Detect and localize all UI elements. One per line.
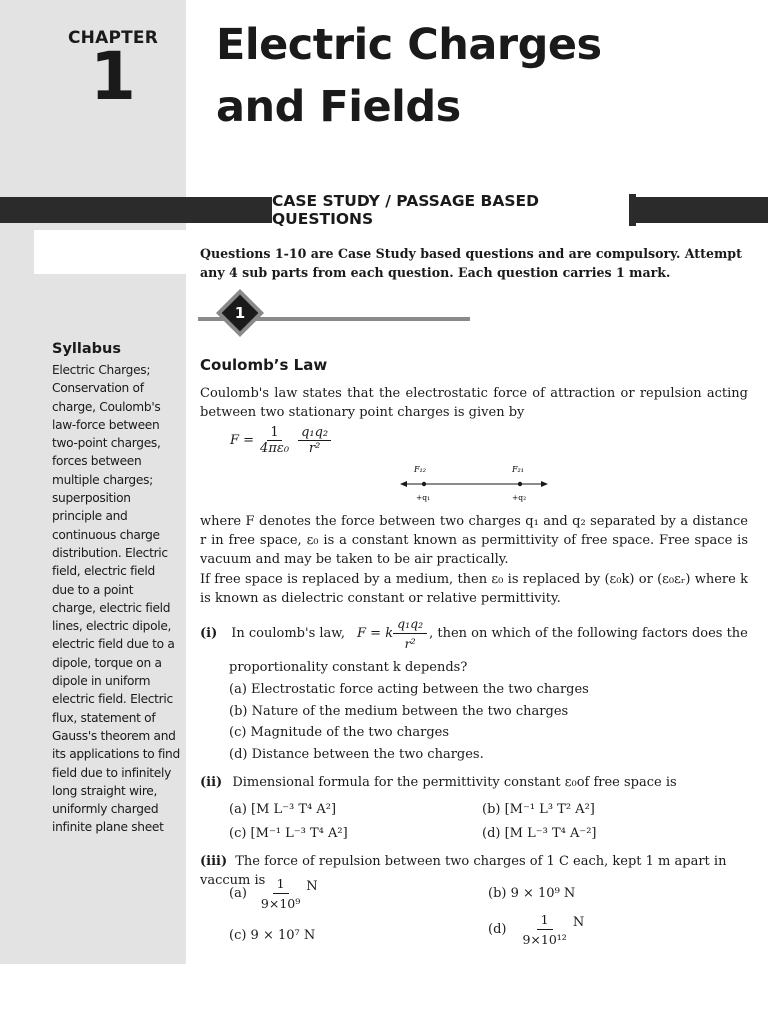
medium-paragraph: If free space is replaced by a medium, then ε₀ is replaced by (ε₀k) or (ε₀εᵣ) where k is known as dielectric constant or relative permittivity. [200, 572, 748, 606]
chapter-title-line2: and Fields [216, 82, 461, 132]
q1-formula-fraction [393, 614, 427, 653]
instructions-text: Questions 1-10 are Case Study based questions and are compulsory. Attempt any 4 sub parts from each question. Each question carries 1 mark. [200, 246, 742, 280]
q3-option-a[interactable] [229, 874, 318, 913]
formula-den2: r² [308, 441, 321, 456]
diagram-label-f12: F₁₂ [414, 465, 426, 474]
q2-option-c[interactable]: (c) [M⁻¹ L⁻³ T⁴ A²] [229, 826, 348, 841]
q1-stem [200, 614, 748, 653]
q3-number: (iii) [200, 854, 228, 869]
q1-option-d[interactable]: (d) Distance between the two charges. [229, 747, 484, 762]
q2-option-d[interactable]: (d) [M L⁻³ T⁴ A⁻²] [482, 826, 597, 841]
charges-force-diagram [398, 458, 550, 506]
q2-option-a[interactable]: (a) [M L⁻³ T⁴ A²] [229, 802, 337, 817]
q1-formula-den: r² [404, 636, 416, 651]
chapter-number: 1 [90, 38, 136, 115]
q1-option-c[interactable]: (c) Magnitude of the two charges [229, 725, 450, 740]
formula-fraction-2 [298, 425, 331, 456]
diagram-charge-q2-dot [518, 482, 522, 486]
q3-option-b[interactable]: (b) 9 × 10⁹ N [488, 886, 576, 901]
q3-option-d-den: 9×10¹² [522, 932, 567, 947]
q1-option-b[interactable]: (b) Nature of the medium between the two charges [229, 704, 569, 719]
diagram-label-f21: F₂₁ [512, 465, 524, 474]
q1-formula-num: q₁q₂ [393, 614, 427, 634]
sidebar-blank-box [34, 230, 186, 274]
q3-option-d-fraction [518, 910, 570, 949]
chapter-title [216, 14, 602, 138]
q3-text: The force of repulsion between two charges of 1 C each, kept 1 m apart in vaccum is [200, 854, 727, 888]
formula-lhs: F = [230, 433, 255, 448]
diagram-left-arrowhead [400, 481, 407, 487]
syllabus-heading: Syllabus [52, 341, 121, 357]
q2-number: (ii) [200, 775, 223, 790]
formula-fraction-1 [257, 425, 292, 456]
coulomb-formula [230, 425, 334, 456]
q1-number: (i) [200, 626, 218, 641]
chapter-title-line1: Electric Charges [216, 20, 602, 70]
q1-text-a: In coulomb's law, [231, 626, 346, 641]
diagram-right-arrowhead [541, 481, 548, 487]
where-paragraph: where F denotes the force between two charges q₁ and q₂ separated by a distance r in free space, ε₀ is a constant known as permittivity of free space. Free space is vacuum and may be taken to be air practically. [200, 514, 748, 567]
diagram-label-q1: +q₁ [416, 493, 431, 502]
q3-option-a-fraction [257, 874, 304, 913]
q1-option-a[interactable]: (a) Electrostatic force acting between the two charges [229, 682, 589, 697]
diagram-charge-q1-dot [422, 482, 426, 486]
formula-den1: 4πε₀ [260, 441, 290, 456]
q3-option-a-num: 1 [273, 874, 289, 894]
chapter-label: CHAPTER [68, 28, 159, 48]
q1-text-b: , then on which of the following factors does the [429, 626, 748, 641]
question-badge-number: 1 [234, 304, 246, 322]
diagram-label-q2: +q₂ [512, 493, 527, 502]
q1-formula-lhs: F = k [357, 626, 394, 641]
section-heading: Coulomb’s Law [200, 356, 328, 374]
formula-num2: q₁q₂ [298, 425, 331, 441]
q3-option-d-num: 1 [537, 910, 553, 930]
q3-option-d-label: (d) [488, 922, 507, 937]
section-band-label: CASE STUDY / PASSAGE BASED QUESTIONS [272, 194, 636, 226]
intro-paragraph: Coulomb's law states that the electrostatic force of attraction or repulsion acting between two stationary point charges is given by [200, 386, 748, 420]
q3-option-a-label: (a) [229, 886, 247, 901]
q3-option-d[interactable] [488, 910, 584, 949]
q3-option-d-unit: N [572, 915, 585, 930]
q2-stem [200, 773, 677, 792]
q2-text: Dimensional formula for the permittivity constant ε₀of free space is [232, 775, 677, 790]
syllabus-body: Electric Charges; Conservation of charge, Coulomb's law-force between two-point charges, forces between multiple charges; superposition principle and continuous charge distribution. Electric field, electric field due to a point charge, electric field lines, electric dipole, electric field due to a dipole, torque on a dipole in uniform electric field. Electric flux, statement of Gauss's theorem and its applications to find field due to infinitely long straight wire, uniformly charged infinite plane sheet [52, 363, 180, 835]
q2-option-b[interactable]: (b) [M⁻¹ L³ T² A²] [482, 802, 595, 817]
q3-option-a-unit: N [306, 879, 318, 894]
formula-num1: 1 [267, 425, 281, 441]
q3-option-c[interactable]: (c) 9 × 10⁷ N [229, 928, 316, 943]
q3-option-a-den: 9×10⁹ [260, 896, 301, 911]
q1-text-c: proportionality constant k depends? [229, 660, 468, 675]
